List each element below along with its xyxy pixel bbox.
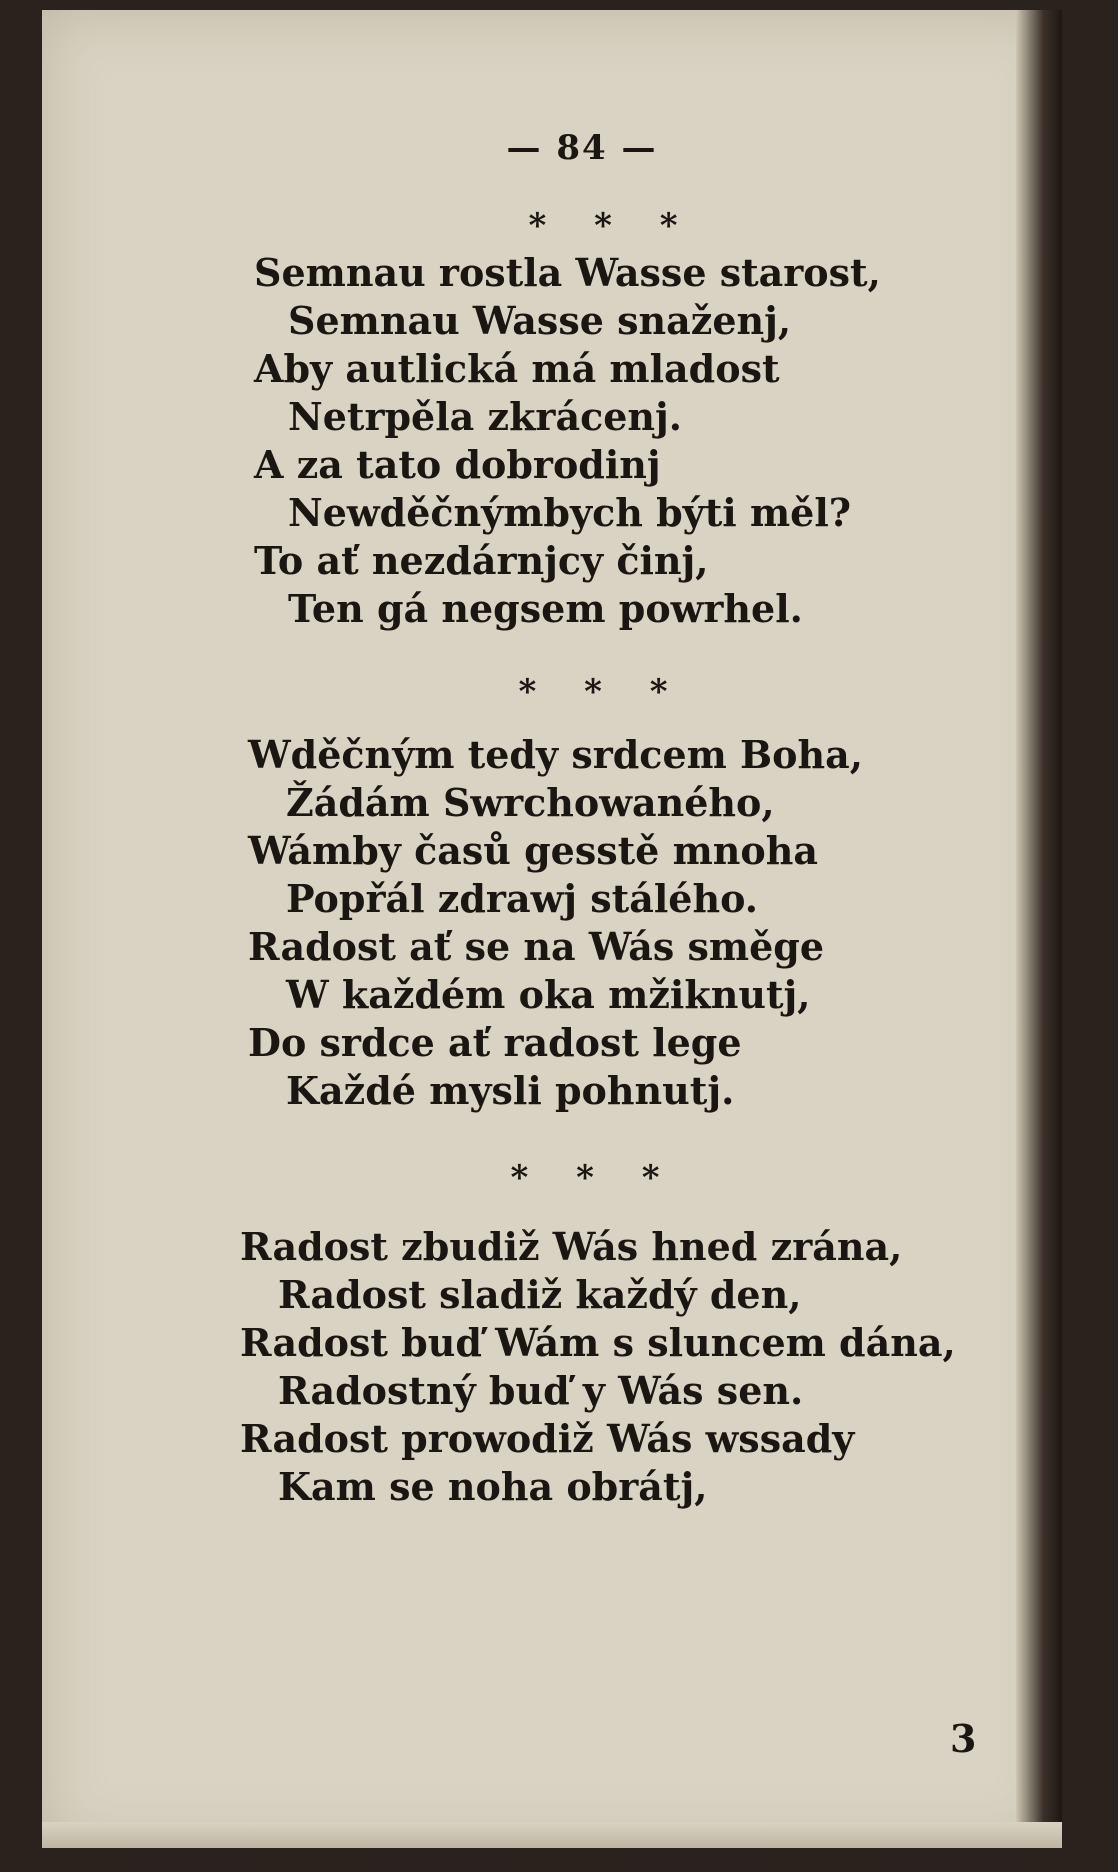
verse-line: Aby autlická má mladost	[254, 346, 780, 391]
verse-line: Ten gá negsem powrhel.	[288, 586, 803, 631]
verse-line: Radost buď Wám s sluncem dána,	[240, 1320, 956, 1365]
page-text	[42, 10, 1062, 1848]
stanza-separator: * * *	[510, 1158, 678, 1198]
verse-line: Wámby časů gesstě mnoha	[248, 828, 819, 873]
verse-line: Radostný buď y Wás sen.	[278, 1368, 804, 1413]
verse-line: Kam se noha obrátj,	[278, 1464, 708, 1509]
verse-line: Newděčnýmbych býti měl?	[288, 490, 852, 535]
stanza-separator: * * *	[528, 206, 696, 246]
verse-line: A za tato dobrodinj	[254, 442, 661, 487]
verse-line: Radost zbudiž Wás hned zrána,	[240, 1224, 903, 1269]
verse-line: Žádám Swrchowaného,	[286, 780, 775, 825]
verse-line: Semnau Wasse snaženj,	[288, 298, 792, 343]
stanza-separator: * * *	[518, 672, 686, 712]
verse-line: Semnau rostla Wasse starost,	[254, 250, 881, 295]
page-number: — 84 —	[506, 128, 658, 168]
verse-line: Wděčným tedy srdcem Boha,	[248, 732, 863, 777]
verse-line: Popřál zdrawj stálého.	[286, 876, 758, 921]
signature-mark: 3	[950, 1716, 977, 1761]
book-page	[42, 10, 1062, 1848]
verse-line: Radost prowodiž Wás wssady	[240, 1416, 855, 1461]
verse-line: Radost sladiž každý den,	[278, 1272, 802, 1317]
verse-line: Každé mysli pohnutj.	[286, 1068, 735, 1113]
verse-line: W každém oka mžiknutj,	[286, 972, 811, 1017]
verse-line: To ať nezdárnjcy činj,	[254, 538, 709, 583]
verse-line: Radost ať se na Wás směge	[248, 924, 824, 969]
verse-line: Do srdce ať radost lege	[248, 1020, 742, 1065]
verse-line: Netrpěla zkrácenj.	[288, 394, 682, 439]
